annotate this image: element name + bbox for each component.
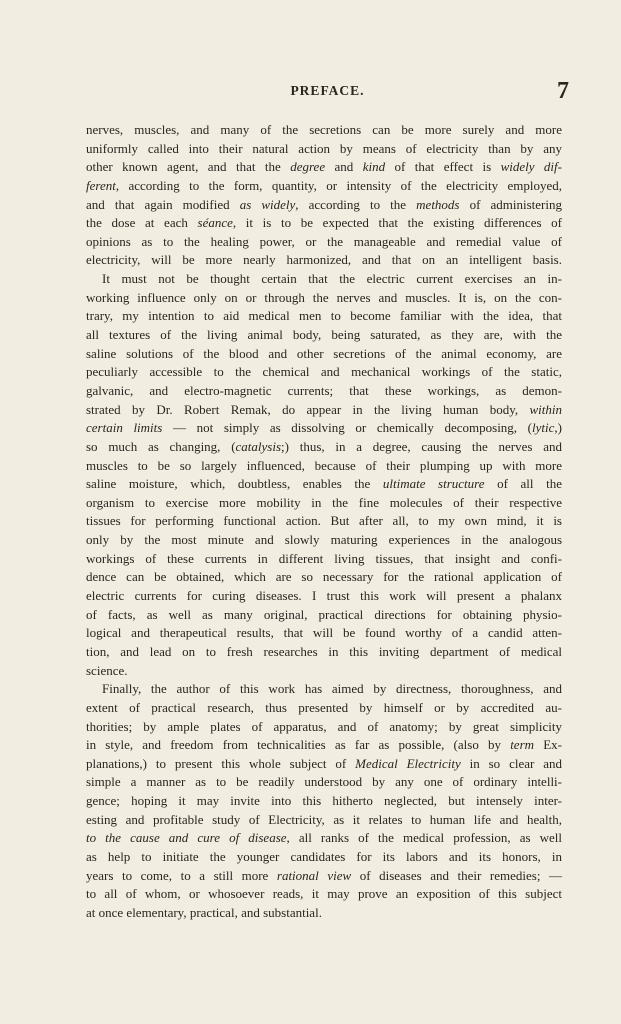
text-line: thorities; by ample plates of apparatus, and of anatomy; by great simplicity: [86, 718, 562, 734]
text-line: tissues for performing functional action. But after all, to my own mind, it is: [86, 513, 562, 529]
text-line: muscles to be so largely influenced, because of their plumping up with more: [86, 457, 562, 473]
text-line: strated by Dr. Robert Remak, do appear in the living human body, within: [86, 401, 562, 417]
text-line: nerves, muscles, and many of the secretions can be more surely and more: [86, 122, 562, 137]
text-line: at once elementary, practical, and substantial.: [86, 904, 322, 920]
text-line: ferent, according to the form, quantity, or intensity of the electricity employed,: [86, 177, 562, 193]
text-line: only by the most minute and slowly maturing experiences in the analogous: [86, 532, 562, 548]
text-line: extent of practical research, thus presented by himself or by accredited au-: [86, 699, 562, 715]
text-line: and that again modified as widely, according to the methods of administering: [86, 196, 562, 212]
text-line: organism to exercise more mobility in the fine molecules of their respective: [86, 494, 562, 510]
text-line: so much as changing, (catalysis;) thus, in a degree, causing the nerves and: [86, 438, 562, 454]
text-line: in style, and freedom from technicalities as far as possible, (also by term Ex-: [86, 737, 562, 753]
text-line: years to come, to a still more rational view of diseases and their remedies; —: [86, 867, 562, 883]
page-number: 7: [557, 78, 569, 104]
text-line: all textures of the living animal body, being saturated, as they are, with the: [86, 327, 562, 343]
preface-text: [86, 121, 562, 923]
text-line: tion, and lead on to fresh researches in this inviting department of medical: [86, 643, 562, 659]
text-line: certain limits — not simply as dissolving or chemically decomposing, (lytic,): [86, 420, 562, 436]
text-line: as help to initiate the younger candidates for its labors and its honors, in: [86, 848, 562, 864]
text-line: the dose at each séance, it is to be expected that the existing differences of: [86, 215, 562, 231]
page-title: PREFACE.: [290, 83, 365, 98]
text-line: It must not be thought certain that the electric current exercises an in-: [102, 271, 562, 287]
text-line: workings of these currents in different living tissues, that insight and confi-: [86, 550, 562, 566]
text-line: saline solutions of the blood and other secretions of the animal economy, are: [86, 345, 562, 361]
text-line: uniformly called into their natural action by means of electricity than by any: [86, 140, 562, 156]
text-line: simple a manner as to be readily understood by any one of ordinary intelli-: [86, 774, 562, 790]
text-line: to all of whom, or whosoever reads, it may prove an exposition of this subject: [86, 886, 562, 902]
text-line: galvanic, and electro-magnetic currents; that these workings, as demon-: [86, 382, 562, 398]
text-line: working influence only on or through the nerves and muscles. It is, on the con-: [86, 289, 562, 305]
text-line: other known agent, and that the degree and kind of that effect is widely dif-: [86, 159, 562, 175]
text-line: planations,) to present this whole subject of Medical Electricity in so clear and: [86, 755, 562, 771]
text-line: opinions as to the healing power, or the manageable and remedial value of: [86, 233, 562, 249]
text-line: electricity, will be more nearly harmonized, and that on an intelligent basis.: [86, 252, 562, 268]
text-line: esting and profitable study of Electricity, as it relates to human life and health,: [86, 811, 562, 827]
text-line: logical and therapeutical results, that will be found worthy of a candid atten-: [86, 625, 562, 641]
text-line: electric currents for curing diseases. I trust this work will present a phalanx: [86, 588, 562, 604]
running-head: [86, 80, 569, 110]
text-line: Finally, the author of this work has aimed by directness, thoroughness, and: [102, 681, 562, 697]
text-line: gence; hoping it may invite into this hitherto neglected, but intensely inter-: [86, 793, 562, 809]
text-line: of facts, as well as many original, practical directions for obtaining physio-: [86, 606, 562, 622]
text-line: peculiarly accessible to the chemical and mechanical workings of the static,: [86, 364, 562, 380]
text-line: trary, my intention to aid medical men to become familiar with the idea, that: [86, 308, 562, 324]
text-line: saline moisture, which, doubtless, enables the ultimate structure of all the: [86, 476, 562, 492]
text-line: dence can be obtained, which are so necessary for the rational application of: [86, 569, 562, 585]
text-line: to the cause and cure of disease, all ranks of the medical profession, as well: [86, 830, 562, 846]
text-line: science.: [86, 662, 128, 678]
